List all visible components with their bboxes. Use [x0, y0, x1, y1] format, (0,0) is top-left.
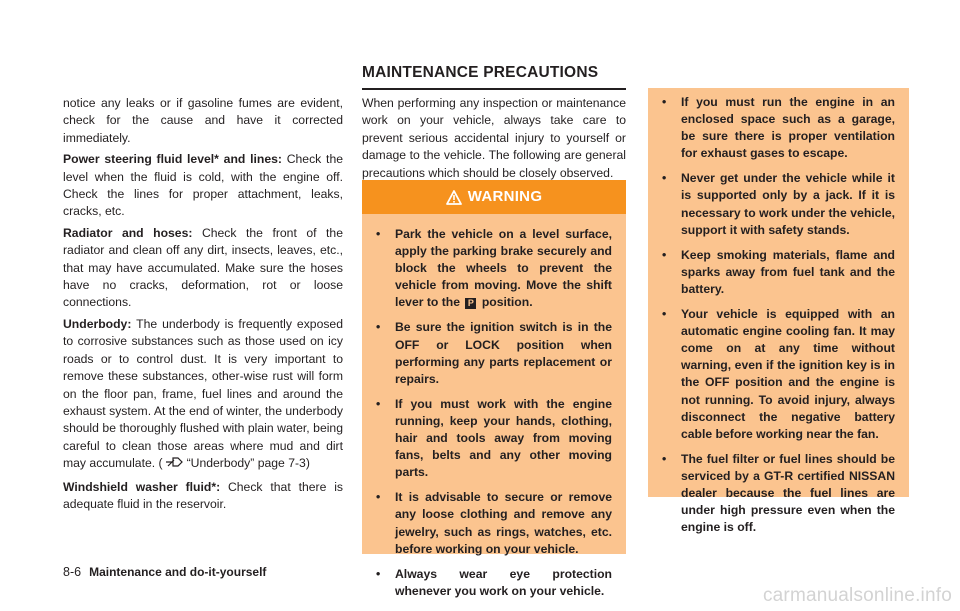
footer-section-name: Maintenance and do-it-yourself — [89, 565, 267, 579]
paragraph-radiator — [63, 225, 343, 312]
warning-item: • Keep smoking materials, flame and sparks away from fuel tank and the battery. — [648, 247, 895, 298]
radiator-heading: Radiator and hoses: — [63, 225, 193, 240]
page-footer — [63, 565, 266, 579]
power-steering-text: Check the level when the fluid is cold, with the engine off. Check the lines for proper attachment, leaks, cracks, etc. — [63, 152, 343, 219]
warning-item: • Be sure the ignition switch is in the OFF or LOCK position when performing any parts replacement or repairs. — [362, 319, 612, 387]
paragraph-washer-fluid — [63, 479, 343, 514]
paragraph-power-steering — [63, 151, 343, 221]
warning-item: • If you must work with the engine running, keep your hands, clothing, hair and tools away from moving fans, belts and any other moving parts. — [362, 396, 612, 481]
warning-title: WARNING — [467, 188, 543, 206]
paragraph-leaks — [63, 95, 343, 147]
warning-item: • Never get under the vehicle while it is supported only by a jack. If it is necessary to work under the vehicle, support it with safety stands. — [648, 170, 895, 238]
warning-list-continued — [648, 88, 909, 536]
underbody-text: The underbody is frequently exposed to corrosive substances such as those used on icy roads or to control dust. It is very important to remove these substances, other-wise rust will form on the floor pan, frame, fuel lines and around the exhaust system. At the end of winter, the underbody should be thoroughly flushed with plain water, being careful to clean those areas where mud and dirt may accumulate. ( — [63, 316, 343, 471]
warning-triangle-icon — [446, 190, 462, 205]
warning-box — [362, 180, 626, 598]
warning-item: • Always wear eye protection whenever you work on your vehicle. — [362, 566, 612, 600]
watermark: carmanualsonline.info — [762, 585, 952, 606]
page-reference-icon — [165, 456, 185, 474]
underbody-heading: Underbody: — [63, 316, 132, 331]
washer-fluid-text: Check that there is adequate fluid in the reservoir. — [63, 479, 343, 511]
warning-list — [362, 214, 626, 600]
warning-box-continued — [648, 88, 909, 535]
left-column — [63, 95, 343, 517]
warning-item-text: Park the vehicle on a level surface, apply the parking brake securely and block the wheels to prevent the vehicle from moving. Move the shift lever to the — [395, 227, 612, 310]
warning-header — [362, 180, 626, 214]
warning-item: • Your vehicle is equipped with an automatic engine cooling fan. It may come on at any time without warning, even if the ignition key is in the OFF position and the engine is not running. To avoid injury, always disconnect the negative battery cable before working near the fan. — [648, 306, 895, 443]
paragraph-underbody — [63, 316, 343, 475]
warning-item: • The fuel filter or fuel lines should be serviced by a GT-R certified NISSAN dealer because the fuel lines are under high pressure even when the engine is off. — [648, 451, 895, 536]
washer-fluid-heading: Windshield washer fluid*: — [63, 479, 221, 494]
warning-item-text: position. — [481, 295, 533, 310]
warning-item: • If you must run the engine in an enclosed space such as a garage, be sure there is proper ventilation for exhaust gases to escape. — [648, 94, 895, 162]
warning-item — [362, 226, 612, 311]
radiator-text: Check the front of the radiator and clean off any dirt, insects, leaves, etc., that may have accumulated. Make sure the hoses have no cracks, deformation, rot or loose connections. — [63, 225, 343, 310]
page-number: 8-6 — [63, 565, 82, 579]
warning-item: • It is advisable to secure or remove any loose clothing and remove any jewelry, such as rings, watches, etc. before working on your vehicle. — [362, 489, 612, 557]
park-p-icon: P — [465, 298, 476, 309]
power-steering-heading: Power steering fluid level* and lines: — [63, 152, 282, 167]
section-title: MAINTENANCE PRECAUTIONS — [362, 64, 626, 90]
middle-column — [362, 95, 626, 186]
intro-paragraph: When performing any inspection or maintenance work on your vehicle, always take care to prevent serious accidental injury to yourself or damage to the vehicle. The following are general precautions which should be closely observed. — [362, 96, 626, 180]
underbody-page-link[interactable]: “Underbody” page 7-3) — [186, 456, 310, 471]
paragraph-text: notice any leaks or if gasoline fumes are evident, check for the cause and have it corrected immediately. — [63, 96, 343, 145]
